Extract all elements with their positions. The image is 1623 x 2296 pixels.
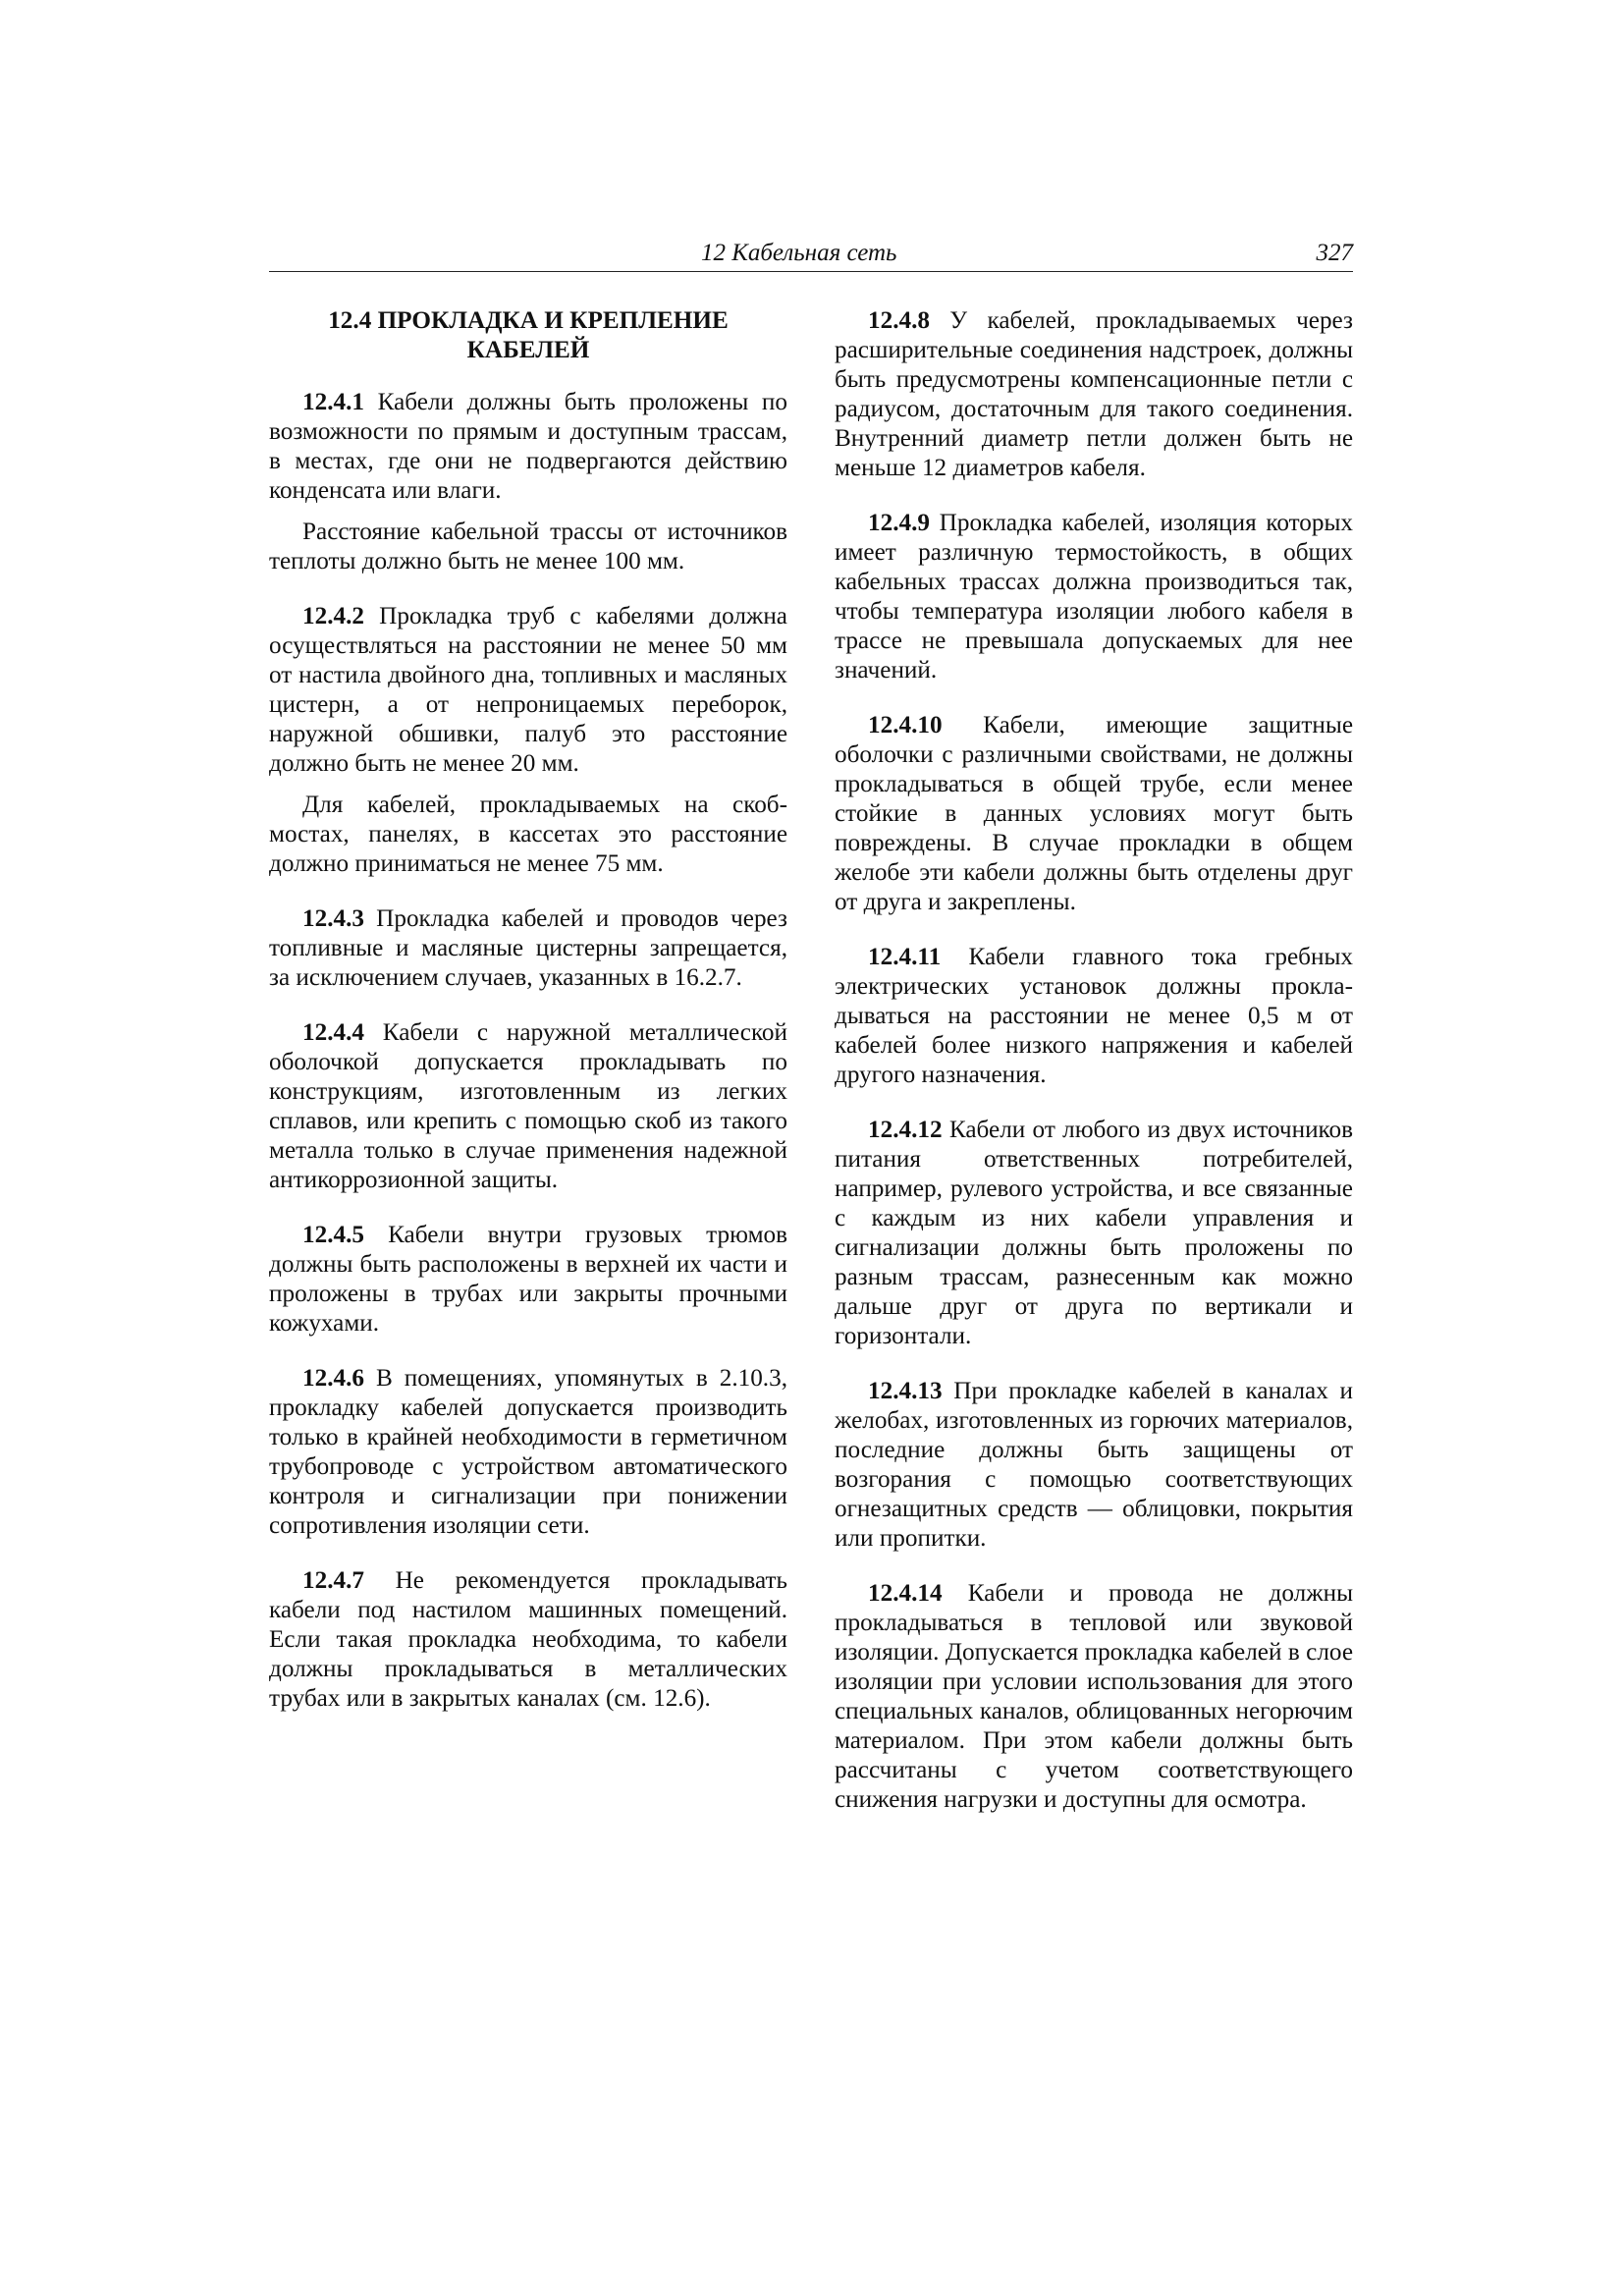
clause-number: 12.4.5: [302, 1222, 364, 1248]
clause-12-4-8: [835, 306, 1353, 483]
clause-number: 12.4.1: [302, 389, 364, 415]
clause-number: 12.4.14: [868, 1580, 943, 1607]
clause-12-4-2: [269, 602, 787, 779]
clause-12-4-14: [835, 1579, 1353, 1815]
running-head: [269, 236, 1353, 272]
clause-12-4-3: [269, 904, 787, 993]
clause-text: В помещениях, упомянутых в 2.10.3, прокладку кабелей допускается производить только в крайней необходимости в герметичном трубопроводе с устройством автоматического контроля и сигнализации при понижении сопротивления изоляции сети.: [269, 1365, 787, 1539]
clause-12-4-2-continuation: [269, 791, 787, 879]
clause-text: Кабели должны быть проложены по возможности по прямым и доступным трассам, в местах, где они не подвергаются действию конденсата или влаги.: [269, 389, 787, 504]
clause-number: 12.4.3: [302, 905, 364, 932]
clause-number: 12.4.4: [302, 1019, 364, 1046]
clause-12-4-10: [835, 711, 1353, 917]
clause-number: 12.4.8: [868, 307, 930, 334]
clause-12-4-12: [835, 1116, 1353, 1351]
clause-text: Для кабелей, прокладываемых на скобмостах, панелях, в кассетах это расстояние должно приниматься не менее 75 мм.: [269, 792, 787, 877]
page-number: 327: [1316, 240, 1353, 266]
clause-number: 12.4.9: [868, 510, 930, 536]
clause-number: 12.4.11: [868, 944, 942, 970]
clause-number: 12.4.7: [302, 1567, 364, 1594]
clause-12-4-7: [269, 1566, 787, 1714]
clause-number: 12.4.6: [302, 1365, 364, 1392]
clause-number: 12.4.13: [868, 1378, 943, 1404]
clause-12-4-5: [269, 1221, 787, 1339]
clause-text: Прокладка труб с кабелями должна осуществляться на расстоянии не менее 50 мм от настила двойного дна, топливных и масляных цистерн, а от непроницаемых переборок, наружной обшивки, палуб это расстояние должно быть не менее 20 мм.: [269, 603, 787, 777]
clause-text: При прокладке кабелей в каналах и желобах, изготовленных из горючих материалов, последние должны быть защищены от возгорания с помощью соответствующих огнезащитных средств — облицовки, покрытия или пропитки.: [835, 1378, 1353, 1552]
clause-text: Не рекомендуется прокладывать кабели под настилом машинных помещений. Если такая прокладка необходима, то кабели должны прокладываться в металлических трубах или в закрытых каналах (см. 12.6).: [269, 1567, 787, 1712]
clause-12-4-1: [269, 388, 787, 506]
clause-number: 12.4.12: [868, 1117, 943, 1143]
clause-text: Расстояние кабельной трассы от источников теплоты должно быть не менее 100 мм.: [269, 519, 787, 574]
clause-12-4-13: [835, 1377, 1353, 1554]
clause-text: Кабели главного тока гребных электрических установок должны прокладываться на расстоянии не менее 0,5 м от кабелей более низкого напряжения и кабелей другого назначения.: [835, 944, 1353, 1088]
section-title: 12.4 ПРОКЛАДКА И КРЕПЛЕНИЕ КАБЕЛЕЙ: [328, 307, 729, 363]
clause-text: Кабели с наружной металлической оболочкой допускается прокладывать по конструкциям, изготовленным из легких сплавов, или крепить с помощью скоб из такого металла только в случае применения надежной антикоррозионной защиты.: [269, 1019, 787, 1193]
chapter-title: 12 Кабельная сеть: [701, 240, 897, 266]
clause-12-4-1-continuation: [269, 518, 787, 576]
clause-text: Кабели внутри грузовых трюмов должны быть расположены в верхней их части и проложены в трубах или закрыты прочными кожухами.: [269, 1222, 787, 1337]
clause-text: Прокладка кабелей, изоляция которых имеет различную термостойкость, в общих кабельных трассах должна производиться так, чтобы температура изоляции любого кабеля в трассе не превышала допускаемых для нее значений.: [835, 510, 1353, 683]
clause-text: У кабелей, прокладываемых через расширительные соединения надстроек, должны быть предусмотрены компенсационные петли с радиусом, достаточным для такого соединения. Внутренний диаметр петли должен быть не меньше 12 диаметров кабеля.: [835, 307, 1353, 481]
clause-12-4-6: [269, 1364, 787, 1541]
clause-text: Кабели и провода не должны прокладываться в тепловой или звуковой изоляции. Допускается прокладка кабелей в слое изоляции при условии использования для этого специальных каналов, облицованных негорючим материалом. При этом кабели должны быть рассчитаны с учетом соответствующего снижения нагрузки и доступны для осмотра.: [835, 1580, 1353, 1813]
clause-12-4-4: [269, 1018, 787, 1195]
clause-number: 12.4.2: [302, 603, 364, 629]
clause-12-4-9: [835, 509, 1353, 685]
left-column: [269, 306, 787, 1714]
clause-number: 12.4.10: [868, 712, 943, 738]
right-column: [835, 306, 1353, 1815]
clause-text: Кабели, имеющие защитные оболочки с различными свойствами, не должны прокладываться в общей трубе, если менее стойкие в данных условиях могут быть повреждены. В случае прокладки в общем желобе эти кабели должны быть отделены друг от друга и закреплены.: [835, 712, 1353, 915]
clause-text: Кабели от любого из двух источников питания ответственных потребителей, например, рулевого устройства, и все связанные с каждым из них кабели управления и сигнализации должны быть проложены по разным трассам, разнесенным как можно дальше друг от друга по вертикали и горизонтали.: [835, 1117, 1353, 1349]
clause-12-4-11: [835, 943, 1353, 1090]
clause-text: Прокладка кабелей и проводов через топливные и масляные цистерны запрещается, за исключением случаев, указанных в 16.2.7.: [269, 905, 787, 991]
